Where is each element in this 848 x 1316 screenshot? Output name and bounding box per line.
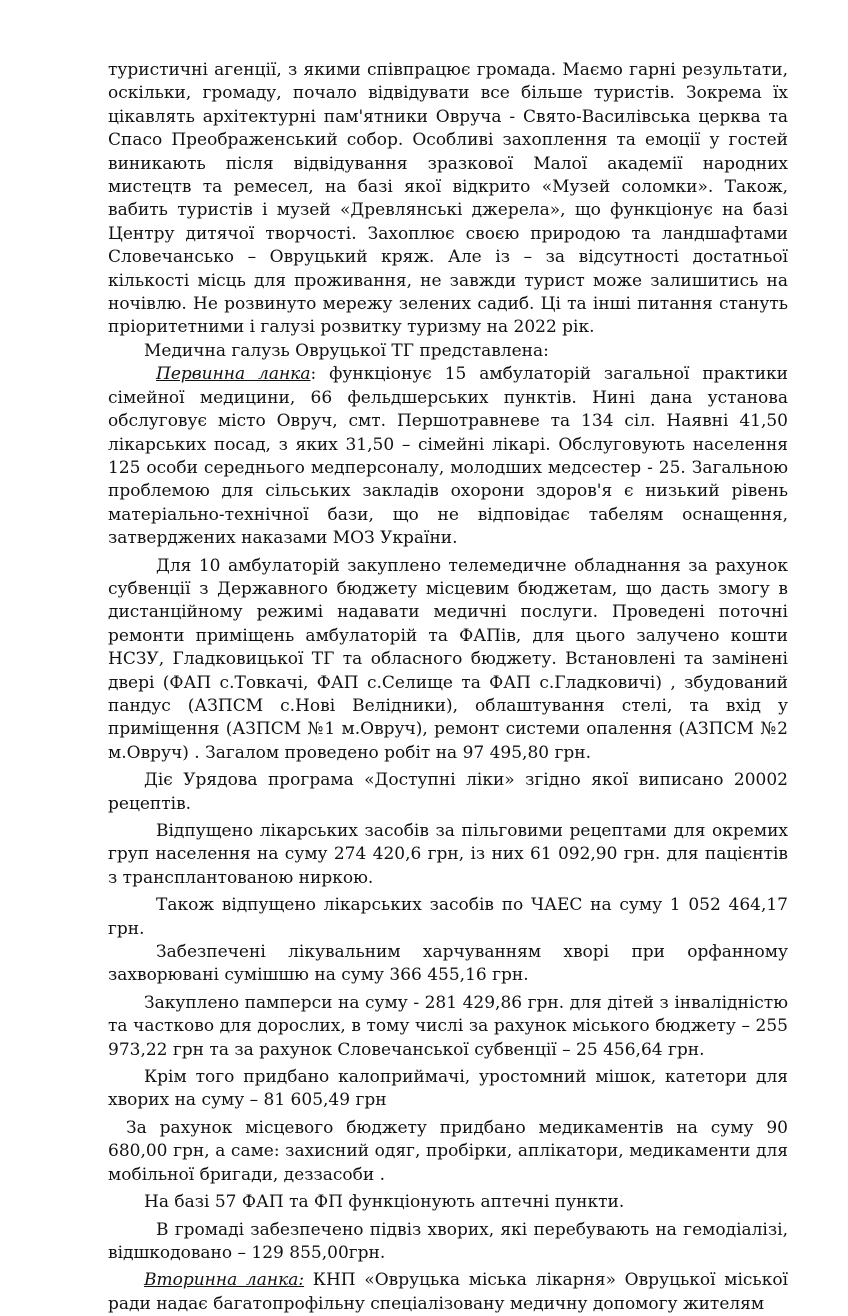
primary-care-heading: Первинна ланка xyxy=(156,364,311,385)
paragraph-secondary-care xyxy=(108,1269,788,1316)
paragraph-local-budget-medicines: За рахунок місцевого бюджету придбано медикаментів на суму 90 680,00 грн, а саме: захисний одяг, пробірки, аплікатори, медикаменти для мобільної бригади, деззасоби . xyxy=(108,1117,788,1185)
paragraph-chaes-medicines: Також відпущено лікарських засобів по ЧАЕС на суму 1 052 464,17 грн. xyxy=(108,895,788,939)
paragraph-telemedicine: Для 10 амбулаторій закуплено телемедичне обладнання за рахунок субвенції з Державного бюджету місцевим бюджетам, що дасть змогу в дистанційному режимі надавати медичні послуги. Проведені поточні ремонти приміщень амбулаторій та ФАПів, для цього залучено кошти НСЗУ, Гладковицької ТГ та обласного бюджету. Встановлені та замінені двері (ФАП с.Товкачі, ФАП с.Селище та ФАП с.Гладковичі) , збудований пандус (АЗПСМ с.Нові Велідники), облаштування стелі, та вхід у приміщення (АЗПСМ №1 м.Овруч), ремонт системи опалення (АЗПСМ №2 м.Овруч) . Загалом проведено робіт на 97 495,80 грн. xyxy=(108,555,788,763)
primary-care-colon: : xyxy=(310,364,317,385)
paragraph-preferential-prescriptions: Відпущено лікарських засобів за пільговими рецептами для окремих груп населення на суму 274 420,6 грн, із них 61 092,90 грн. для пацієнтів з трансплантованою ниркою. xyxy=(108,821,788,888)
primary-care-text: функціонує 15 амбулаторій загальної практики сімейної медицини, 66 фельдшерських пунктів. Нині дана установа обслуговує місто Овруч, смт. Першотравневе та 134 сіл. Наявні 41,50 лікарських посад, з яких 31,50 – сімейні лікарі. Обслуговують населення 125 особи середнього медперсоналу, молодших медсестер - 25. Загальною проблемою для сільських закладів охорони здоров'я є низький рівень матеріально-технічної бази, що не відповідає табелям оснащення, затверджених наказами МОЗ України. xyxy=(108,364,788,549)
paragraph-hemodialysis: В громаді забезпечено підвіз хворих, які перебувають на гемодіалізі, відшкодовано – 129 855,00грн. xyxy=(108,1219,788,1263)
paragraph-orphan-nutrition: Забезпечені лікувальним харчуванням хворі при орфанному захворювані сумішшю на суму 366 455,16 грн. xyxy=(108,942,788,986)
paragraph-primary-care xyxy=(108,363,788,550)
paragraph-medical-intro: Медична галузь Овруцької ТГ представлена: xyxy=(144,340,549,361)
secondary-care-heading: Вторинна ланка: xyxy=(144,1270,305,1291)
paragraph-ostomy-supplies: Крім того придбано калоприймачі, уростомний мішок, катетори для хворих на суму – 81 605,49 грн xyxy=(108,1067,788,1111)
secondary-care-text: КНП «Овруцька міська лікарня» Овруцької міської ради надає багатопрофільну спеціалізовану медичну допомогу жителям xyxy=(108,1270,788,1314)
paragraph-tourism: туристичні агенції, з якими співпрацює громада. Маємо гарні результати, оскільки, громаду, почало відвідувати все більше туристів. Зокрема їх цікавлять архітектурні пам'ятники Овруча - Свято-Василівська церква та Спасо Преображенський собор. Особливі захоплення та емоції у гостей виникають після відвідування зразкової Малої академії народних мистецтв та ремесел, на базі якої відкрито «Музей соломки». Також, вабить туристів і музей «Древлянські джерела», що функціонує на базі Центру дитячої творчості. Захоплює своєю природою та ландшафтами Словечансько – Овруцький кряж. Але із – за відсутності достатньої кількості місць для проживання, не завжди турист може залишитись на ночівлю. Не розвинуто мережу зелених садиб. Ці та інші питання стануть пріоритетними і галузі розвитку туризму на 2022 рік. xyxy=(108,60,788,338)
paragraph-affordable-medicines: Діє Урядова програма «Доступні ліки» згідно якої виписано 20002 рецептів. xyxy=(108,770,788,814)
paragraph-diapers: Закуплено памперси на суму - 281 429,86 грн. для дітей з інвалідністю та частково для дорослих, в тому числі за рахунок міського бюджету – 255 973,22 грн та за рахунок Словечанської субвенції – 25 456,64 грн. xyxy=(108,992,788,1060)
paragraph-pharmacy-points: На базі 57 ФАП та ФП функціонують аптечні пункти. xyxy=(144,1192,625,1213)
